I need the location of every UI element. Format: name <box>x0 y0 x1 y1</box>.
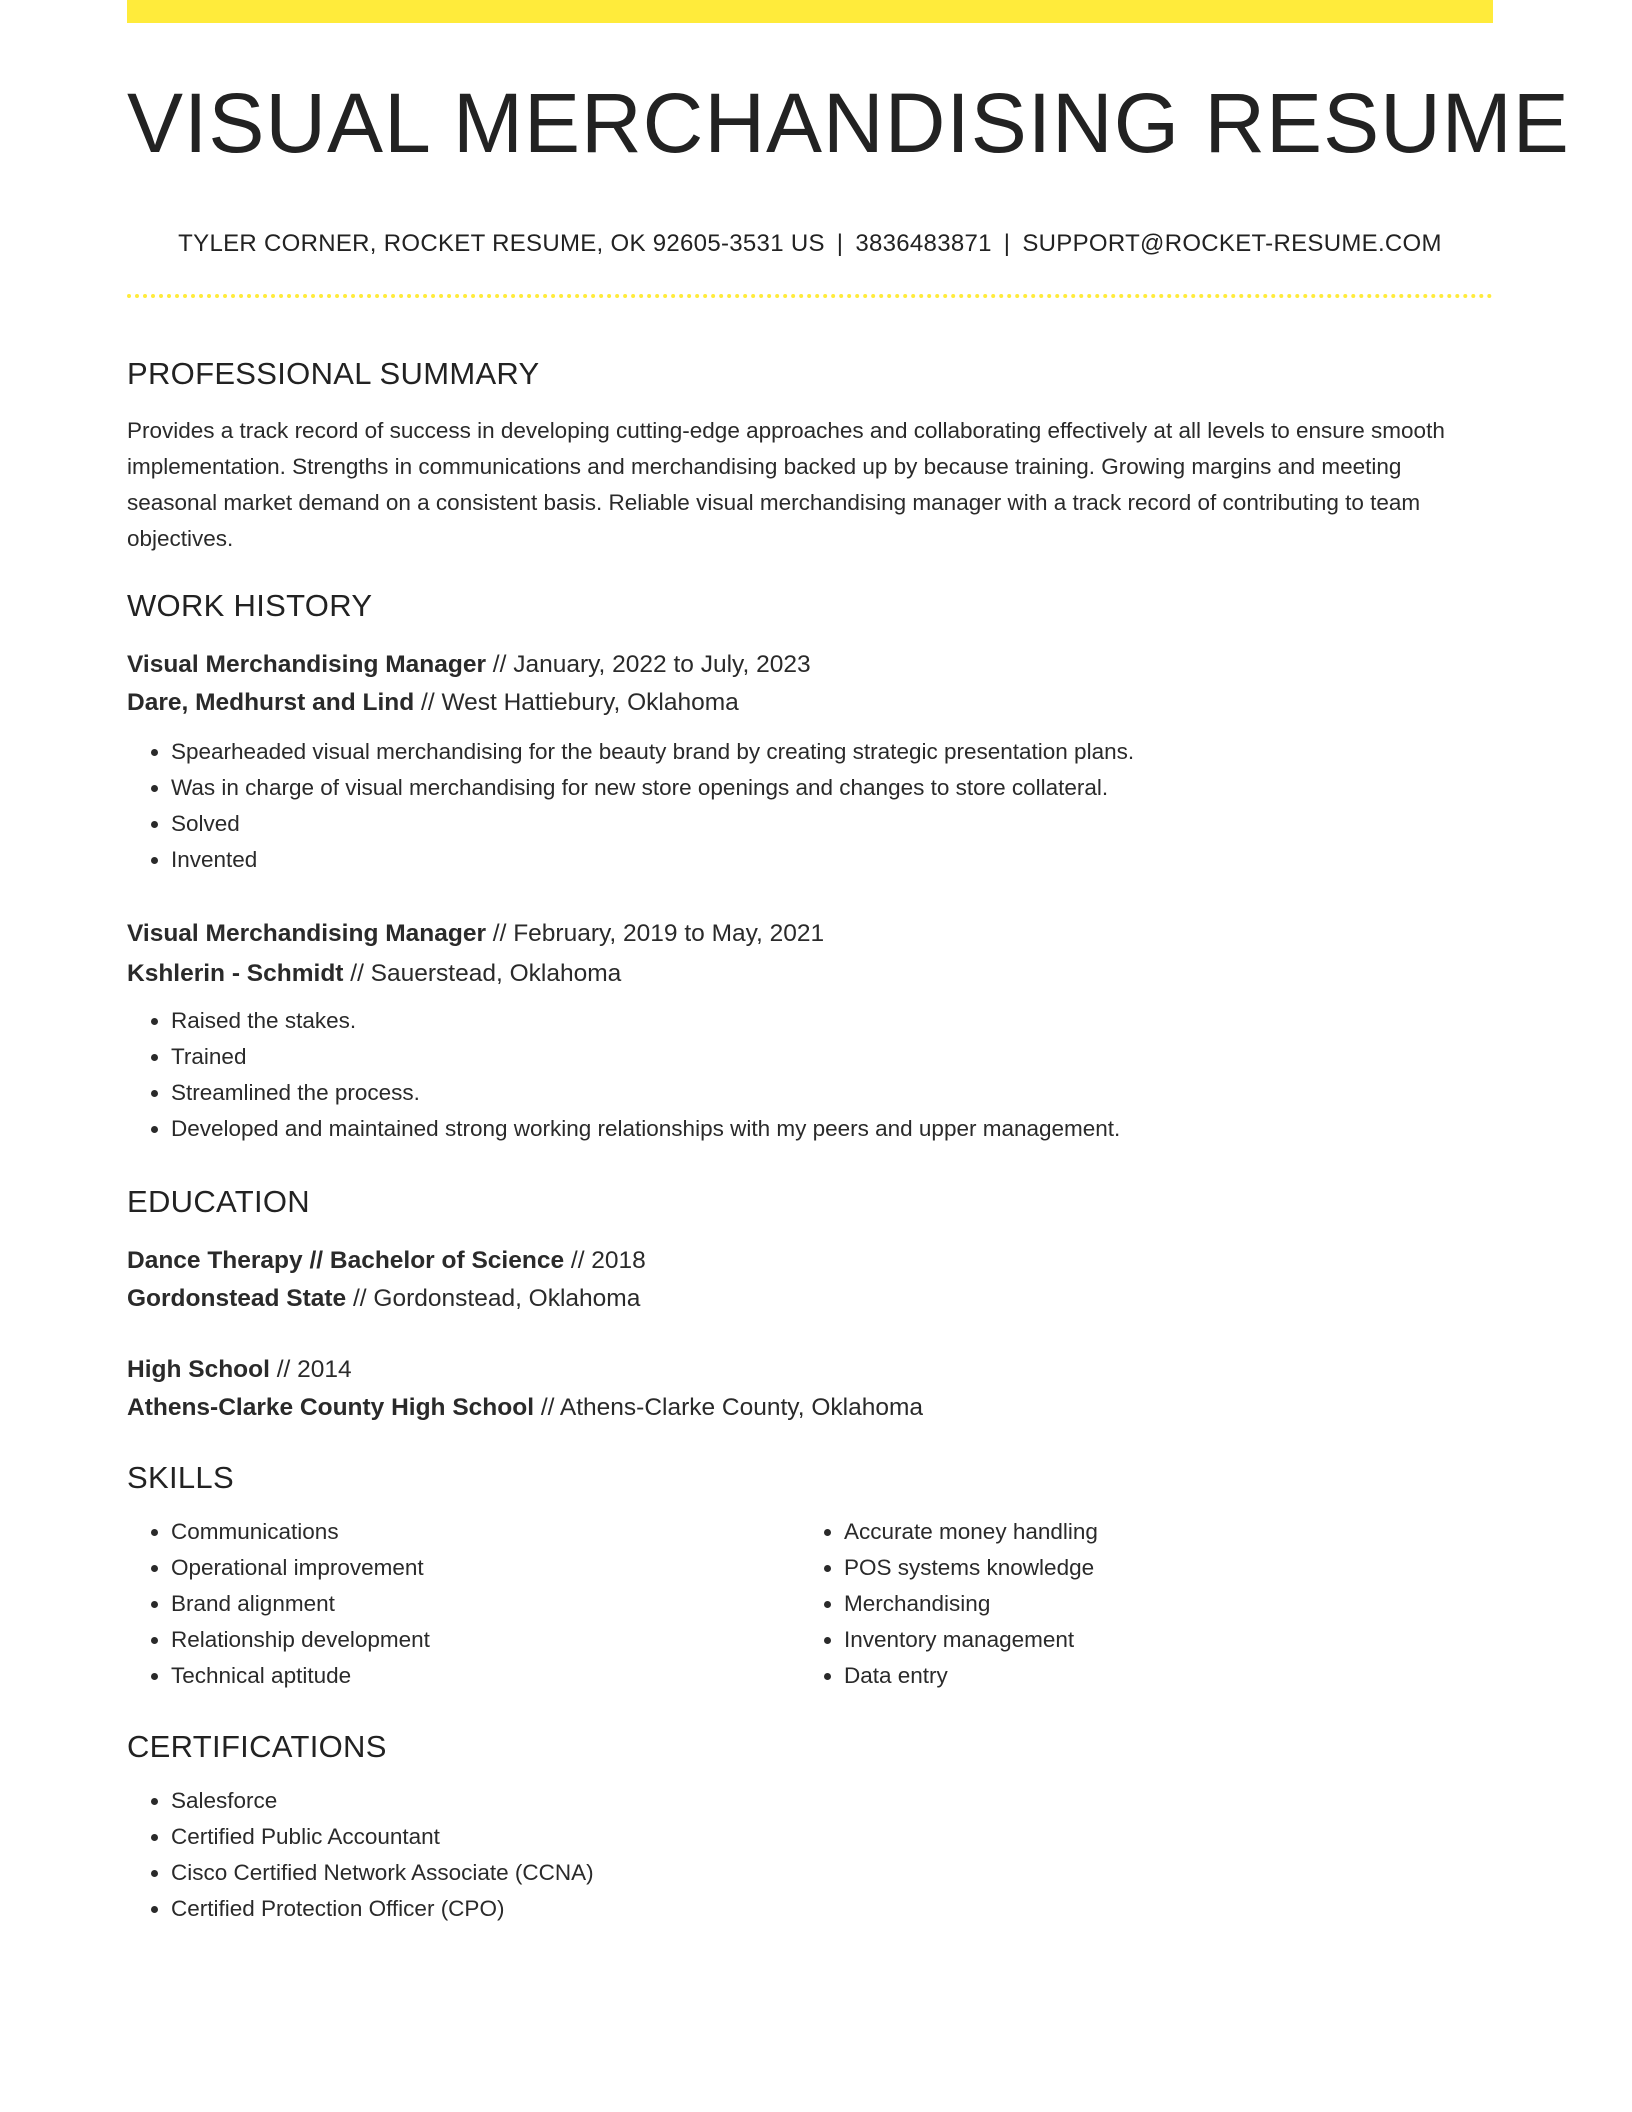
contact-separator: | <box>836 230 844 257</box>
education-heading: EDUCATION <box>127 1184 310 1219</box>
list-item: • Inventory management <box>844 1622 1473 1658</box>
job-bullets <box>127 1003 1493 1147</box>
list-item: • Streamlined the process. <box>171 1075 1493 1111</box>
job-title: Visual Merchandising Manager <box>127 651 486 678</box>
page-title: VISUAL MERCHANDISING RESUME <box>127 76 1570 170</box>
skills-column-left <box>127 1514 800 1694</box>
resume-page <box>127 0 1570 1921</box>
skills-list <box>127 1514 800 1694</box>
contact-phone: 3836483871 <box>855 230 992 257</box>
education-school-line <box>127 1393 1493 1421</box>
job-title-line <box>127 653 1493 678</box>
list-item: • Data entry <box>844 1658 1473 1694</box>
list-item: • Trained <box>171 1039 1493 1075</box>
summary-heading: PROFESSIONAL SUMMARY <box>127 356 540 391</box>
list-item: • Cisco Certified Network Associate (CCNA) <box>171 1855 1493 1891</box>
job-company-line <box>127 688 1493 716</box>
certifications-list <box>127 1783 1493 1927</box>
list-item: • Developed and maintained strong working relationships with my peers and upper management. <box>171 1111 1493 1147</box>
top-accent-bar <box>127 0 1493 23</box>
list-item: • Operational improvement <box>171 1550 800 1586</box>
education-school: Gordonstead State <box>127 1284 347 1312</box>
job-entry <box>127 653 1493 878</box>
job-entry <box>127 922 1493 1147</box>
certifications-heading: CERTIFICATIONS <box>127 1729 387 1764</box>
job-company: Dare, Medhurst and Lind <box>127 688 415 716</box>
education-degree: High School <box>127 1356 270 1383</box>
list-item: • Solved <box>171 806 1493 842</box>
job-company: Kshlerin - Schmidt <box>127 959 344 987</box>
skills-heading: SKILLS <box>127 1460 234 1495</box>
summary-text: Provides a track record of success in developing cutting-edge approaches and collaborating effectively at all levels to ensure smooth implementation. Strengths in communications and merchandising backed up by because training. Growing margins and meeting seasonal market demand on a consistent basis. Reliable visual merchandising manager with a track record of contributing to team objectives. <box>127 418 1445 551</box>
education-school: Athens-Clarke County High School <box>127 1393 535 1421</box>
list-item: • Communications <box>171 1514 800 1550</box>
work-history-heading: WORK HISTORY <box>127 588 373 623</box>
list-item: • Accurate money handling <box>844 1514 1473 1550</box>
list-item: • Certified Protection Officer (CPO) <box>171 1891 1493 1927</box>
job-bullets <box>127 734 1493 878</box>
list-item: • Merchandising <box>844 1586 1473 1622</box>
list-item: • Spearheaded visual merchandising for the beauty brand by creating strategic presentation plans. <box>171 734 1493 770</box>
job-dates: // February, 2019 to May, 2021 <box>485 920 825 947</box>
list-item: • Raised the stakes. <box>171 1003 1493 1039</box>
list-item: • Was in charge of visual merchandising for new store openings and changes to store collateral. <box>171 770 1493 806</box>
contact-email: SUPPORT@ROCKET-RESUME.COM <box>1022 230 1442 257</box>
contact-line <box>127 232 1493 256</box>
job-dates: // January, 2022 to July, 2023 <box>485 651 811 678</box>
education-degree-line <box>127 1358 1493 1383</box>
job-location: // Sauerstead, Oklahoma <box>343 959 622 987</box>
education-degree-line <box>127 1249 1493 1274</box>
list-item: • POS systems knowledge <box>844 1550 1473 1586</box>
job-title: Visual Merchandising Manager <box>127 920 486 947</box>
list-item: • Relationship development <box>171 1622 800 1658</box>
education-location: // Athens-Clarke County, Oklahoma <box>534 1393 924 1421</box>
skills-column-right <box>800 1514 1473 1694</box>
education-entry <box>127 1249 1493 1311</box>
list-item: • Certified Public Accountant <box>171 1819 1493 1855</box>
list-item: • Invented <box>171 842 1493 878</box>
list-item: • Salesforce <box>171 1783 1493 1819</box>
education-year: // 2014 <box>269 1356 352 1383</box>
job-location: // West Hattiebury, Oklahoma <box>414 688 739 716</box>
job-title-line <box>127 922 1493 947</box>
education-entry <box>127 1358 1493 1420</box>
contact-address: TYLER CORNER, ROCKET RESUME, OK 92605-3531 US <box>178 230 825 257</box>
education-location: // Gordonstead, Oklahoma <box>346 1284 641 1312</box>
education-year: // 2018 <box>564 1247 646 1274</box>
list-item: • Technical aptitude <box>171 1658 800 1694</box>
certifications-block <box>127 1783 1493 1927</box>
contact-separator: | <box>1003 230 1011 257</box>
dotted-divider <box>127 294 1493 298</box>
skills-grid <box>127 1514 1493 1694</box>
education-degree: Dance Therapy // Bachelor of Science <box>127 1247 565 1274</box>
skills-list <box>800 1514 1473 1694</box>
job-company-line <box>127 959 1493 987</box>
education-school-line <box>127 1284 1493 1312</box>
list-item: • Brand alignment <box>171 1586 800 1622</box>
